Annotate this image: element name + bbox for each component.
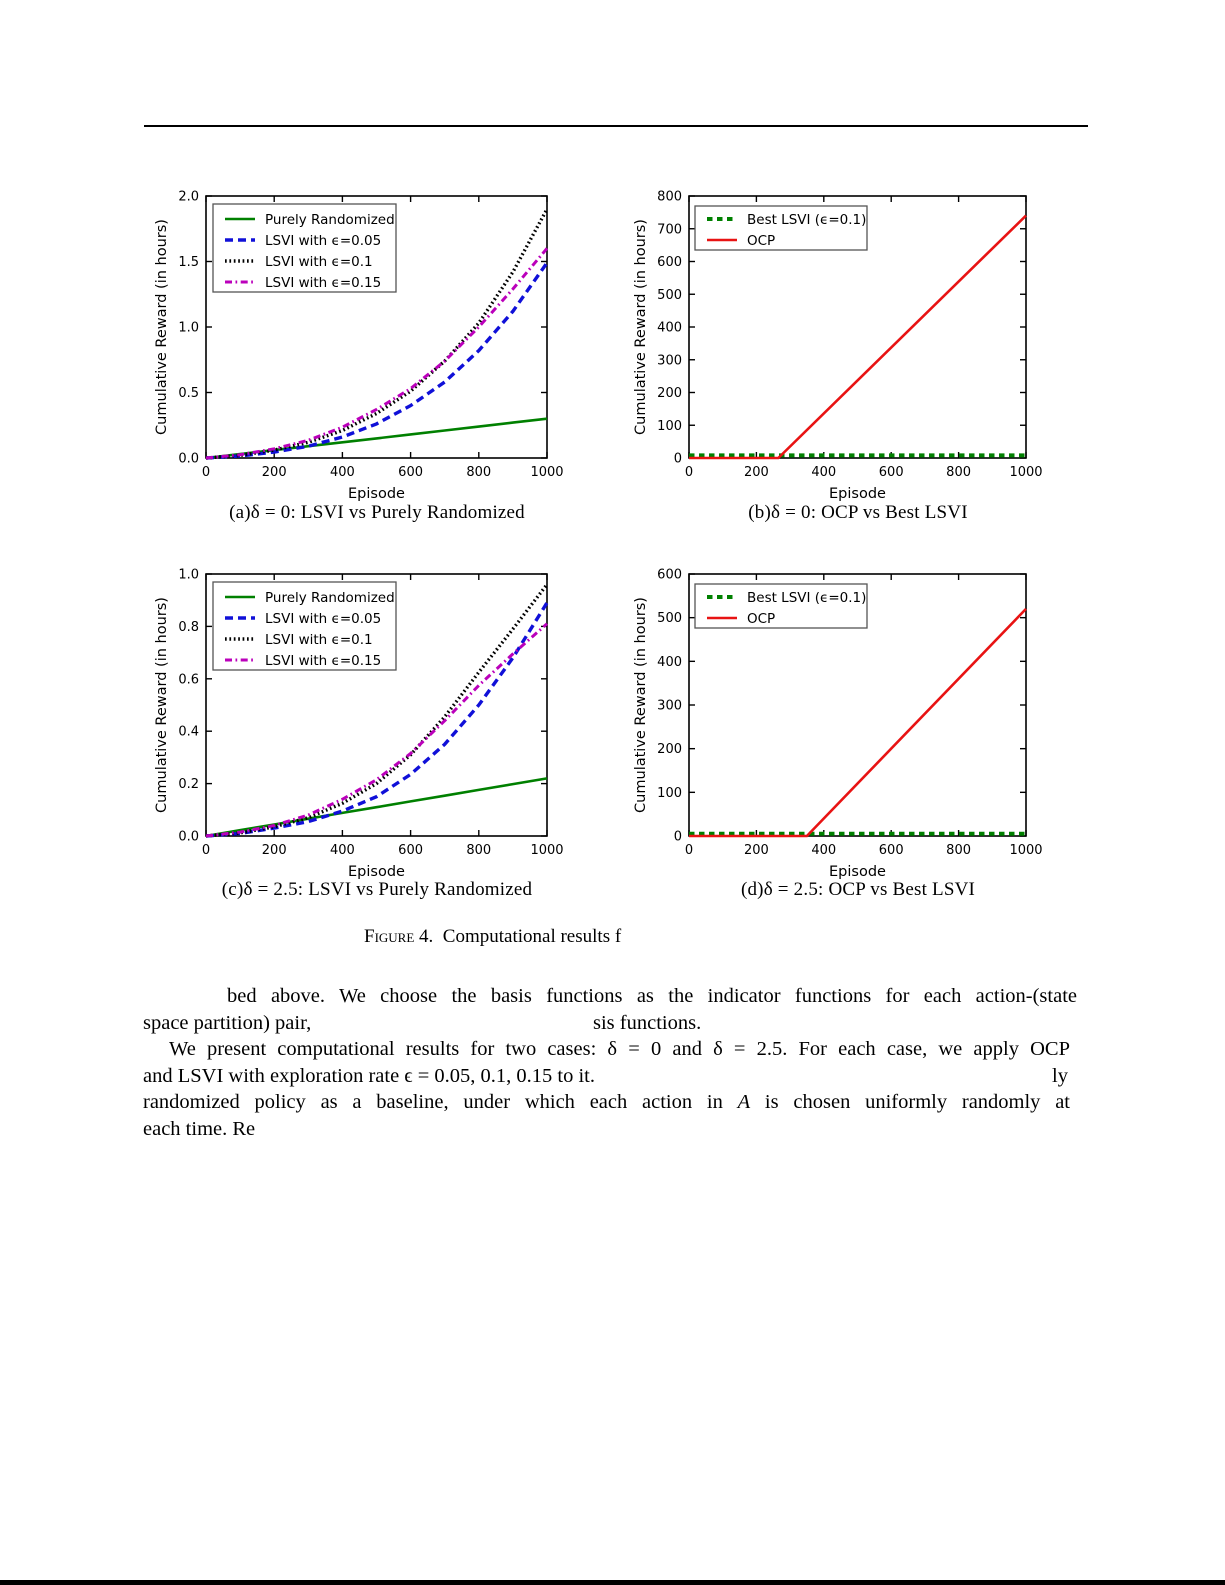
body-line-4a: and LSVI with exploration rate ϵ = 0.05, 0.1, 0.15 to it.: [143, 1065, 596, 1087]
chart-a: [140, 166, 570, 506]
chart-c-svg: [140, 544, 570, 884]
x-tick-label: 200: [261, 843, 287, 858]
legend-label: Best LSVI (ϵ=0.1): [747, 590, 867, 606]
body-line-5-prefix: randomized policy as a baseline, under which each action in: [143, 1091, 738, 1113]
top-rule: [144, 125, 1088, 127]
chart-b-svg: [623, 166, 1053, 506]
subcaption-b: (b)δ = 0: OCP vs Best LSVI: [748, 502, 968, 523]
body-line-6: each time. Re: [143, 1118, 256, 1140]
y-tick-label: 0.0: [178, 829, 199, 845]
y-tick-label: 0: [673, 829, 682, 845]
chart-d-svg: [623, 544, 1053, 884]
x-tick-label: 0: [684, 465, 694, 480]
y-tick-label: 400: [657, 654, 682, 670]
y-tick-label: 1.0: [178, 567, 199, 583]
chart-d: [623, 544, 1053, 884]
x-tick-label: 800: [946, 465, 972, 480]
y-tick-label: 2.0: [178, 189, 199, 205]
y-tick-label: 200: [657, 742, 682, 758]
bottom-bar: [0, 1580, 1225, 1585]
legend-label: OCP: [747, 611, 776, 627]
y-tick-label: 700: [657, 222, 682, 238]
chart-c: [140, 544, 570, 884]
figure-caption-text: Computational results f: [442, 926, 622, 947]
x-axis-label: Episode: [348, 864, 405, 880]
y-tick-label: 0.5: [178, 386, 199, 401]
figure-caption-label: Figure 4.: [364, 926, 434, 947]
y-tick-label: 200: [657, 386, 682, 401]
body-line-4b: ly: [1052, 1065, 1068, 1087]
y-tick-label: 500: [657, 611, 682, 627]
y-tick-label: 0: [673, 451, 682, 467]
body-line-2b: sis functions.: [593, 1012, 702, 1034]
y-tick-label: 0.4: [178, 724, 199, 740]
x-tick-label: 200: [743, 843, 769, 858]
x-tick-label: 600: [878, 843, 904, 858]
x-tick-label: 1000: [530, 843, 564, 858]
y-axis-label: Cumulative Reward (in hours): [633, 219, 649, 435]
x-tick-label: 400: [811, 465, 837, 480]
body-line-2a: space partition) pair,: [143, 1012, 312, 1034]
x-tick-label: 400: [329, 843, 355, 858]
x-axis-label: Episode: [829, 486, 886, 502]
legend-label: OCP: [747, 233, 776, 249]
y-tick-label: 400: [657, 320, 682, 336]
y-axis-label: Cumulative Reward (in hours): [154, 597, 170, 813]
figure-caption: [364, 926, 621, 948]
y-tick-label: 800: [657, 189, 682, 205]
y-tick-label: 300: [657, 698, 682, 714]
y-tick-label: 0.0: [178, 451, 199, 467]
x-tick-label: 200: [261, 465, 287, 480]
y-tick-label: 100: [657, 418, 682, 434]
legend-label: LSVI with ϵ=0.15: [265, 653, 382, 669]
y-tick-label: 0.2: [178, 777, 199, 793]
y-axis-label: Cumulative Reward (in hours): [633, 597, 649, 813]
x-tick-label: 1000: [1009, 465, 1043, 480]
x-tick-label: 800: [466, 465, 492, 480]
chart-b: [623, 166, 1053, 506]
legend-label: LSVI with ϵ=0.1: [265, 632, 373, 648]
x-tick-label: 1000: [1009, 843, 1043, 858]
x-tick-label: 0: [201, 465, 211, 480]
y-tick-label: 0.6: [178, 672, 199, 688]
x-tick-label: 600: [398, 843, 424, 858]
script-a-symbol: A: [737, 1091, 751, 1113]
y-tick-label: 0.8: [178, 619, 199, 635]
x-axis-label: Episode: [829, 864, 886, 880]
legend-label: LSVI with ϵ=0.1: [265, 254, 373, 270]
body-line-1: bed above. We choose the basis functions as the indicator functions for each action-(state: [227, 985, 1077, 1007]
legend-label: Best LSVI (ϵ=0.1): [747, 212, 867, 228]
y-tick-label: 500: [657, 287, 682, 303]
x-tick-label: 600: [878, 465, 904, 480]
y-tick-label: 1.5: [178, 255, 199, 270]
y-tick-label: 1.0: [178, 320, 199, 336]
subcaption-a: (a)δ = 0: LSVI vs Purely Randomized: [229, 502, 525, 523]
legend-label: LSVI with ϵ=0.05: [265, 233, 382, 249]
x-tick-label: 0: [201, 843, 211, 858]
chart-a-svg: [140, 166, 570, 506]
body-line-3: We present computational results for two cases: δ = 0 and δ = 2.5. For each case, we apply OCP: [169, 1038, 1070, 1060]
x-tick-label: 400: [811, 843, 837, 858]
subcaption-c: (c)δ = 2.5: LSVI vs Purely Randomized: [221, 879, 533, 900]
legend-label: Purely Randomized: [265, 212, 395, 228]
y-tick-label: 600: [657, 567, 682, 583]
y-tick-label: 100: [657, 785, 682, 801]
y-tick-label: 600: [657, 255, 682, 270]
legend-label: LSVI with ϵ=0.15: [265, 275, 382, 291]
legend-label: LSVI with ϵ=0.05: [265, 611, 382, 627]
x-tick-label: 200: [743, 465, 769, 480]
x-tick-label: 0: [684, 843, 694, 858]
x-axis-label: Episode: [348, 486, 405, 502]
body-line-5-suffix: is chosen uniformly randomly at: [750, 1091, 1071, 1113]
y-axis-label: Cumulative Reward (in hours): [154, 219, 170, 435]
body-line-5: [143, 1089, 1070, 1116]
y-tick-label: 300: [657, 353, 682, 369]
x-tick-label: 800: [466, 843, 492, 858]
x-tick-label: 1000: [530, 465, 564, 480]
legend-label: Purely Randomized: [265, 590, 395, 606]
x-tick-label: 800: [946, 843, 972, 858]
x-tick-label: 400: [329, 465, 355, 480]
x-tick-label: 600: [398, 465, 424, 480]
subcaption-d: (d)δ = 2.5: OCP vs Best LSVI: [740, 879, 976, 900]
